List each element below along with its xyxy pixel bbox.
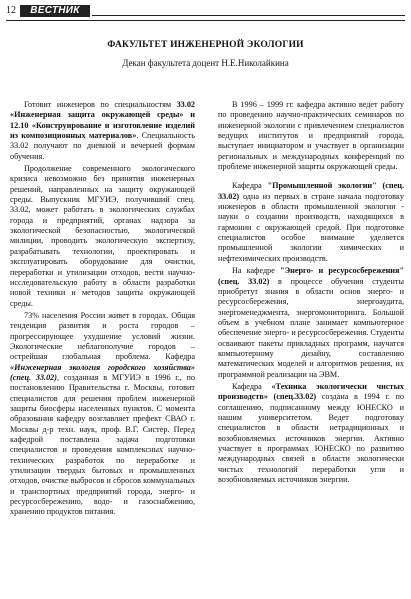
- left-column: [10, 100, 195, 518]
- paragraph-text: В 1996 – 1999 гг. кафедра активно ведет работу по проведению научно-практических семинаров по инженерной экологии с привлечением специалистов ведущих институтов и предприятий города, выступает инициатором и участвует в организации региональных и международных конференций по проблеме инженерной защиты окружающей среды.: [218, 100, 404, 172]
- page-header: [6, 4, 405, 28]
- page-number: 12: [6, 5, 16, 16]
- article-author-line: Декан факультета доцент Н.Е.Николайкина: [122, 58, 289, 68]
- paragraph: [218, 382, 404, 485]
- paragraph-text: Кафедра: [232, 181, 268, 191]
- paragraph-text: Кафедра: [232, 381, 272, 391]
- paragraph-text: Готовит инженеров по специальностям: [24, 100, 177, 109]
- emphasis-text: «Техника экологически чистых производств» (спец.33.02): [218, 381, 404, 402]
- emphasis-text: 33.02 «Инженерная защита окружающей среды» и 12.10 «Конструирование и изготовление изделий из композиционных материалов»: [10, 100, 195, 141]
- paragraph: [218, 100, 404, 172]
- paragraph-text: Продолжение современного экологического кризиса невозможно без принятия инженерных решений, направленных на защиту окружающей среды. Выпускник МГУИЭ, получивший спец. 33.02, может работать в экологических службах города и предприятий, органах надзора за экологической безопасностью, экологической милиции, проводить экологическую экспертизу, разрабатывать технологии, проектировать и эксплуатировать оборудование для очистки, переработки и утилизации отходов, вести научно-исследовательскую работу в области разработки новой техники и методов защиты окружающей среды.: [10, 164, 195, 308]
- emphasis-text: «Инженерная экология городского хозяйства» (спец. 33.02): [10, 362, 195, 382]
- paragraph: [10, 311, 195, 518]
- right-column: [218, 100, 404, 485]
- header-rule: [92, 15, 405, 16]
- paragraph-text: 73% населения России живет в городах. Общая тенденция развития и роста городов – прогрессирующее ухудшение условий жизни. Экологические неблагополучие городов – острейшая глобальная проблема. Кафедра: [10, 310, 195, 362]
- header-rule-bottom: [6, 20, 405, 21]
- journal-name: ВЕСТНИК МГУИЭ: [20, 5, 90, 17]
- paragraph: [218, 266, 404, 380]
- paragraph: [10, 100, 195, 162]
- paragraph-text: На кафедре: [232, 266, 281, 276]
- paragraph-text: в процессе обучения студенты приобретут знания в области основ энерго- и ресурсосбережения, энергоаудита, энергоменеджмента, энергомониторинга. Большой объем в учебном плане занимает компьютерное обеспечение энерго- и ресурсосбережения. Студенты осваивают пакеты прикладных программ, научатся компьютерному дизайну, составлению математических моделей и алгоритмов решения, их программной реализации на ЭВМ.: [218, 276, 405, 379]
- paragraph: [218, 181, 404, 264]
- paragraph-text: одна из первых в стране начала подготовку инженеров в области промышленной экологии - науки о создании производств, находящихся в гармонии с окружающей средой. При подготовке специалистов особое внимание уделяется промышленной экологии химических и нефтехимических производств.: [218, 191, 404, 263]
- paragraph-text: создана в 1994 г. по соглашению, подписанному между ЮНЕСКО и нашим университетом. Ведет подготовку специалистов в области нетрадиционных и возобновляемых источников энергии. Активно участвует в программах ЮНЕСКО по развитию международных связей в области экологически чистых технологий переработки угля и возобновляемых источников энергии.: [218, 392, 404, 485]
- paragraph-text: . Специальность 33.02 получают по дневной и вечерней формам обучения.: [10, 131, 195, 161]
- emphasis-text: "Энерго- и ресурсосбережения" (спец. 33.02): [218, 266, 404, 286]
- emphasis-text: "Промышленной экологии" (спец. 33.02): [218, 181, 404, 201]
- article-title: ФАКУЛЬТЕТ ИНЖЕНЕРНОЙ ЭКОЛОГИИ: [107, 40, 304, 50]
- paragraph-text: , созданная в МГУИЭ в 1996 г., по постановлению Правительства г. Москвы, готовит специалистов для решения проблем инженерной защиты биосферы населенных пунктов. С момента образования кафедру возглавляет префект СВАО г. Москвы д-р техн. наук, проф. В.Г. Систер. Перед кафедрой поставлена задача подготовки специалистов и проведения комплексных научно-технических разработок по переработке и утилизации твердых бытовых и промышленных отходов, очистке выбросов и сбросов коммунальных и транспортных предприятий города, энерго- и ресурсосбережению, водо- и газоснабжению, хранению продуктов питания.: [10, 372, 196, 517]
- paragraph: [10, 164, 195, 309]
